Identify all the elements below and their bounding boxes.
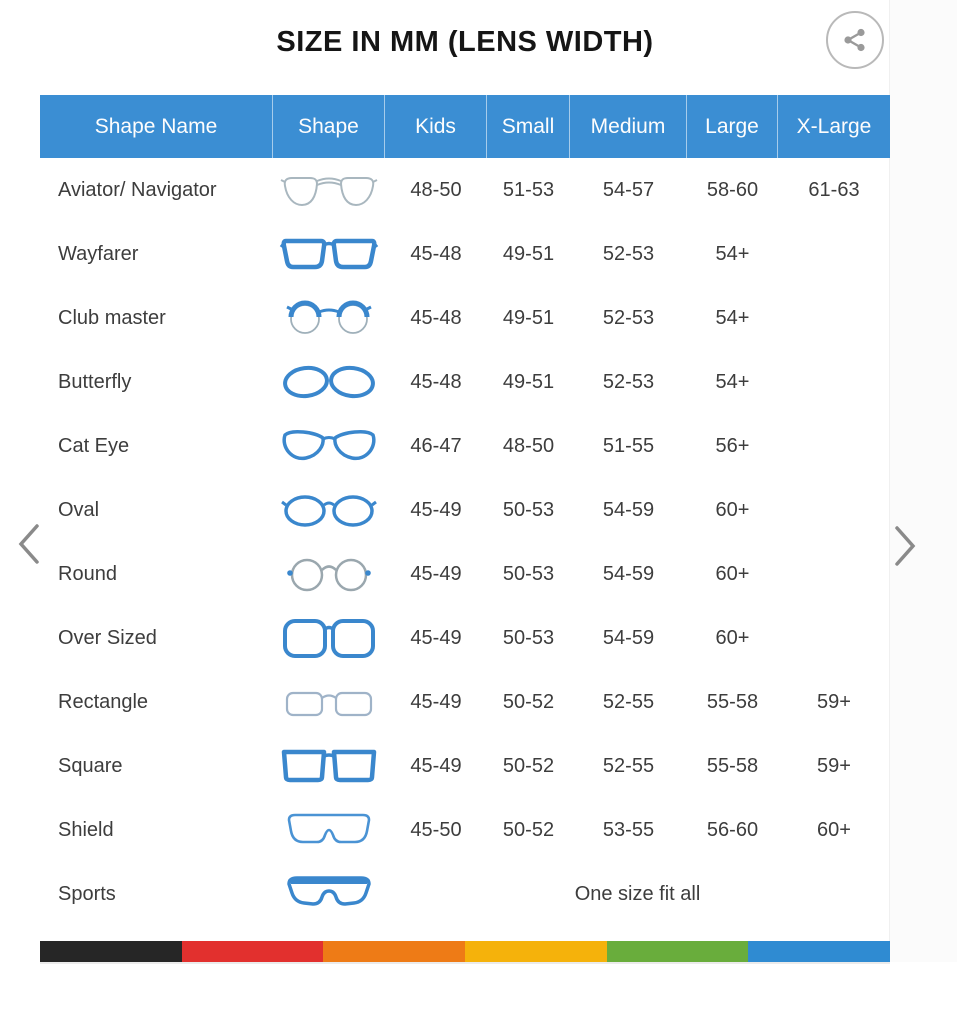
size-kids: 45-48 — [410, 242, 462, 265]
size-large: 54+ — [715, 370, 750, 393]
size-large: 54+ — [715, 242, 750, 265]
size-kids: 45-50 — [410, 818, 462, 841]
size-small: 50-53 — [502, 498, 555, 521]
shape-name: Cat Eye — [58, 434, 130, 457]
shape-cell — [273, 613, 385, 663]
rectangle-glasses-icon — [279, 677, 379, 727]
column-header-xlarge: X-Large — [796, 114, 872, 138]
stripe-green — [607, 941, 749, 962]
size-medium: 52-53 — [602, 242, 655, 265]
table-row — [40, 734, 890, 798]
size-small: 49-51 — [502, 306, 555, 329]
shape-cell — [273, 293, 385, 343]
shape-name: Square — [58, 754, 123, 777]
size-medium: 51-55 — [602, 434, 655, 457]
table-row — [40, 286, 890, 350]
table-row — [40, 478, 890, 542]
size-xlarge: 60+ — [817, 818, 851, 841]
size-medium: 52-55 — [602, 754, 655, 777]
shape-cell — [273, 165, 385, 215]
shape-name: Club master — [58, 306, 166, 329]
table-header-row — [40, 95, 890, 158]
size-small: 51-53 — [502, 178, 555, 201]
table-row — [40, 414, 890, 478]
size-large: 60+ — [715, 498, 750, 521]
shape-name: Butterfly — [58, 370, 132, 393]
size-xlarge: 59+ — [817, 690, 851, 713]
size-xlarge: 59+ — [817, 754, 851, 777]
size-kids: 45-49 — [410, 754, 462, 777]
size-kids: 48-50 — [410, 178, 462, 201]
table-row — [40, 542, 890, 606]
shape-cell — [273, 805, 385, 855]
table-row — [40, 158, 890, 222]
shield-glasses-icon — [279, 805, 379, 855]
shape-name: Wayfarer — [58, 242, 139, 265]
size-small: 50-52 — [502, 754, 555, 777]
brand-color-stripe — [40, 941, 890, 962]
size-large: 56-60 — [706, 818, 759, 841]
size-kids: 45-48 — [410, 370, 462, 393]
wayfarer-glasses-icon — [279, 229, 379, 279]
table-row — [40, 222, 890, 286]
size-table — [40, 95, 890, 926]
oversized-glasses-icon — [279, 613, 379, 663]
column-header-shape-name: Shape Name — [40, 95, 273, 158]
shape-name: Over Sized — [58, 626, 157, 649]
table-row — [40, 670, 890, 734]
one-size-cell: One size fit all — [574, 882, 701, 905]
shape-name: Sports — [58, 882, 116, 905]
shape-cell — [273, 677, 385, 727]
stripe-blue — [748, 941, 890, 962]
chevron-left-icon — [17, 523, 41, 565]
size-medium: 52-53 — [602, 306, 655, 329]
shape-name: Shield — [58, 818, 114, 841]
clubmaster-glasses-icon — [279, 293, 379, 343]
size-kids: 45-49 — [410, 690, 462, 713]
stripe-orange — [323, 941, 465, 962]
aviator-glasses-icon — [279, 165, 379, 215]
size-kids: 45-49 — [410, 498, 462, 521]
size-kids: 45-48 — [410, 306, 462, 329]
column-header-small: Small — [487, 95, 570, 158]
size-kids: 46-47 — [410, 434, 462, 457]
size-small: 50-52 — [502, 690, 555, 713]
shape-cell — [273, 869, 385, 919]
column-header-shape: Shape — [273, 95, 385, 158]
size-small: 50-53 — [502, 562, 555, 585]
size-medium: 54-59 — [602, 498, 655, 521]
square-glasses-icon — [279, 741, 379, 791]
stripe-black — [40, 941, 182, 962]
shape-cell — [273, 549, 385, 599]
size-large: 55-58 — [706, 754, 759, 777]
size-large: 55-58 — [706, 690, 759, 713]
size-large: 56+ — [715, 434, 750, 457]
size-large: 60+ — [715, 626, 750, 649]
size-medium: 52-55 — [602, 690, 655, 713]
size-medium: 53-55 — [602, 818, 655, 841]
shape-cell — [273, 485, 385, 535]
size-small: 50-52 — [502, 818, 555, 841]
shape-cell — [273, 741, 385, 791]
share-icon — [842, 27, 868, 53]
table-row — [40, 606, 890, 670]
size-large: 58-60 — [706, 178, 759, 201]
shape-name: Oval — [58, 498, 100, 521]
carousel-prev-button[interactable] — [16, 522, 42, 566]
column-header-kids: Kids — [385, 95, 487, 158]
size-medium: 54-57 — [602, 178, 655, 201]
sports-glasses-icon — [279, 869, 379, 919]
size-kids: 45-49 — [410, 562, 462, 585]
shape-name: Rectangle — [58, 690, 149, 713]
size-kids: 45-49 — [410, 626, 462, 649]
size-small: 50-53 — [502, 626, 555, 649]
oval-glasses-icon — [279, 485, 379, 535]
column-header-large: Large — [687, 95, 778, 158]
cateye-glasses-icon — [279, 421, 379, 471]
shape-cell — [273, 229, 385, 279]
table-row — [40, 798, 890, 862]
size-large: 54+ — [715, 306, 750, 329]
table-row — [40, 350, 890, 414]
column-header-medium: Medium — [570, 95, 687, 158]
shape-name: Round — [58, 562, 117, 585]
size-small: 48-50 — [502, 434, 555, 457]
size-medium: 52-53 — [602, 370, 655, 393]
round-glasses-icon — [279, 549, 379, 599]
stripe-red — [182, 941, 324, 962]
size-small: 49-51 — [502, 242, 555, 265]
table-row — [40, 862, 890, 926]
shape-cell — [273, 421, 385, 471]
chevron-right-icon — [893, 525, 917, 567]
size-medium: 54-59 — [602, 626, 655, 649]
size-xlarge: 61-63 — [808, 178, 860, 201]
size-medium: 54-59 — [602, 562, 655, 585]
share-button[interactable] — [826, 11, 884, 69]
shape-name: Aviator/ Navigator — [58, 178, 217, 201]
carousel-next-button[interactable] — [892, 524, 918, 568]
butterfly-glasses-icon — [279, 357, 379, 407]
size-large: 60+ — [715, 562, 750, 585]
stripe-amber — [465, 941, 607, 962]
shape-cell — [273, 357, 385, 407]
page-title: SIZE IN MM (LENS WIDTH) — [276, 26, 654, 58]
next-carousel-card-edge — [889, 0, 957, 962]
size-small: 49-51 — [502, 370, 555, 393]
